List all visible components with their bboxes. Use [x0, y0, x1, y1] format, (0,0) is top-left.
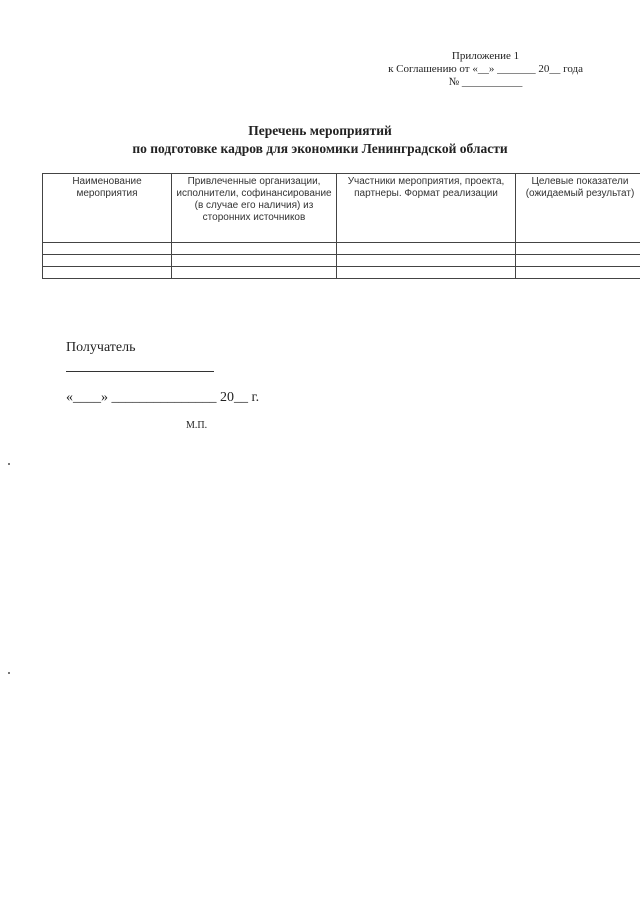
scan-speck — [8, 672, 10, 674]
document-subtitle: по подготовке кадров для экономики Ленинградской области — [132, 141, 508, 156]
signature-date-line: «____» _______________ 20__ г. — [66, 390, 260, 405]
table-cell[interactable] — [516, 243, 640, 255]
column-header-targets: Целевые показатели (ожидаемый результат) — [516, 174, 640, 243]
stamp-placeholder: М.П. — [186, 420, 208, 431]
column-header-organizations: Привлеченные организации, исполнители, софинансирование (в случае его наличия) из сторонних источников — [172, 174, 337, 243]
table-cell[interactable] — [516, 267, 640, 279]
appendix-number: Приложение 1 — [451, 50, 520, 62]
table-cell[interactable] — [516, 255, 640, 267]
table-header-row — [43, 174, 640, 243]
table-cell[interactable] — [43, 255, 172, 267]
table-row — [43, 255, 640, 267]
column-header-name: Наименование мероприятия — [43, 174, 172, 243]
scan-speck — [8, 463, 10, 465]
document-title: Перечень мероприятий — [248, 123, 392, 138]
table-cell[interactable] — [172, 267, 337, 279]
table-cell[interactable] — [172, 255, 337, 267]
agreement-reference: к Соглашению от «__» _______ 20__ года — [388, 63, 583, 75]
table-cell[interactable] — [337, 255, 516, 267]
table-cell[interactable] — [172, 243, 337, 255]
table-cell[interactable] — [43, 267, 172, 279]
table-row — [43, 267, 640, 279]
table-cell[interactable] — [43, 243, 172, 255]
table-cell[interactable] — [337, 243, 516, 255]
table-cell[interactable] — [337, 267, 516, 279]
agreement-number: № ___________ — [448, 76, 523, 88]
events-table — [42, 173, 640, 279]
signature-line[interactable] — [66, 371, 214, 372]
appendix-header — [388, 50, 583, 89]
column-header-participants: Участники мероприятия, проекта, партнеры. Формат реализации — [337, 174, 516, 243]
recipient-label: Получатель — [66, 340, 136, 355]
table-row — [43, 243, 640, 255]
